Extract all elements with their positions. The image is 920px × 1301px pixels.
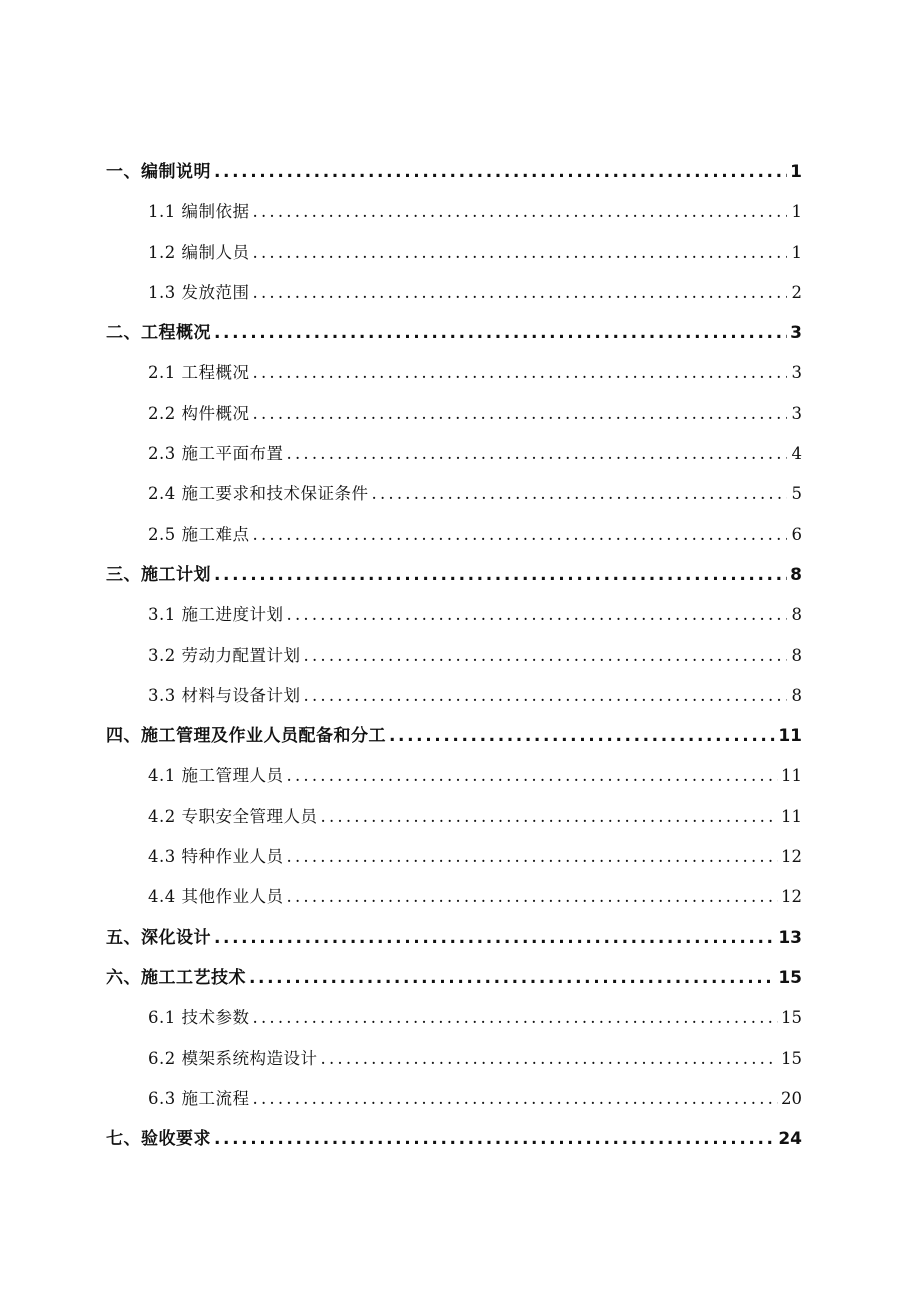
toc-entry-title: 2.4 施工要求和技术保证条件 xyxy=(148,484,369,504)
toc-entry-page: 1 xyxy=(791,242,802,262)
toc-entry-title: 五、深化设计 xyxy=(106,927,211,948)
toc-entry-page: 3 xyxy=(790,323,802,344)
toc-entry-page: 8 xyxy=(791,645,802,665)
toc-entry[interactable] xyxy=(106,837,802,877)
toc-leader-dots xyxy=(321,1039,779,1079)
toc-entry[interactable] xyxy=(106,958,802,998)
toc-leader-dots xyxy=(253,192,788,232)
toc-leader-dots xyxy=(253,515,788,555)
toc-entry-page: 12 xyxy=(781,847,802,867)
toc-entry-page: 1 xyxy=(790,162,802,182)
toc-entry[interactable] xyxy=(106,555,802,595)
toc-entry-page: 11 xyxy=(781,806,802,826)
toc-entry-title: 3.3 材料与设备计划 xyxy=(148,685,301,705)
toc-entry-title: 2.3 施工平面布置 xyxy=(148,444,284,464)
toc-entry-title: 四、施工管理及作业人员配备和分工 xyxy=(106,726,386,747)
toc-entry[interactable] xyxy=(106,998,802,1038)
toc-leader-dots xyxy=(214,313,787,353)
toc-entry-title: 1.2 编制人员 xyxy=(148,242,250,262)
toc-leader-dots xyxy=(304,636,788,676)
toc-leader-dots xyxy=(253,1079,779,1119)
toc-entry-title: 2.1 工程概况 xyxy=(148,363,250,383)
toc-entry-page: 15 xyxy=(778,967,802,988)
toc-entry-title: 6.3 施工流程 xyxy=(148,1088,250,1108)
toc-entry[interactable] xyxy=(106,595,802,635)
toc-entry[interactable] xyxy=(106,636,802,676)
toc-entry-title: 3.1 施工进度计划 xyxy=(148,605,284,625)
toc-entry-page: 8 xyxy=(791,685,802,705)
toc-entry[interactable] xyxy=(106,313,802,353)
toc-entry-title: 4.4 其他作业人员 xyxy=(148,887,284,907)
toc-entry-title: 4.2 专职安全管理人员 xyxy=(148,806,318,826)
toc-leader-dots xyxy=(287,877,779,917)
toc-leader-dots xyxy=(321,797,779,837)
toc-entry[interactable] xyxy=(106,474,802,514)
table-of-contents xyxy=(106,152,802,1159)
toc-leader-dots xyxy=(253,273,788,313)
toc-entry[interactable] xyxy=(106,1039,802,1079)
toc-entry[interactable] xyxy=(106,756,802,796)
toc-entry-title: 六、施工工艺技术 xyxy=(106,967,246,988)
toc-entry-page: 15 xyxy=(781,1008,802,1028)
toc-entry[interactable] xyxy=(106,797,802,837)
toc-leader-dots xyxy=(372,474,788,514)
toc-entry-title: 2.2 构件概况 xyxy=(148,403,250,423)
toc-entry[interactable] xyxy=(106,918,802,958)
toc-entry[interactable] xyxy=(106,716,802,756)
toc-entry-page: 20 xyxy=(781,1088,802,1108)
toc-entry-page: 13 xyxy=(778,927,802,948)
toc-entry-page: 5 xyxy=(791,484,802,504)
toc-entry-title: 三、施工计划 xyxy=(106,564,211,585)
toc-entry[interactable] xyxy=(106,394,802,434)
toc-entry-title: 2.5 施工难点 xyxy=(148,524,250,544)
toc-entry[interactable] xyxy=(106,192,802,232)
toc-entry-title: 6.1 技术参数 xyxy=(148,1008,250,1028)
toc-entry[interactable] xyxy=(106,233,802,273)
toc-entry[interactable] xyxy=(106,1079,802,1119)
toc-entry-title: 1.1 编制依据 xyxy=(148,202,250,222)
toc-leader-dots xyxy=(214,555,787,595)
toc-entry[interactable] xyxy=(106,877,802,917)
toc-leader-dots xyxy=(253,394,788,434)
toc-leader-dots xyxy=(214,152,787,192)
toc-entry-title: 3.2 劳动力配置计划 xyxy=(148,645,301,665)
toc-entry-title: 一、编制说明 xyxy=(106,162,211,182)
toc-leader-dots xyxy=(214,918,775,958)
toc-entry[interactable] xyxy=(106,273,802,313)
toc-entry-page: 3 xyxy=(791,403,802,423)
toc-entry-title: 4.3 特种作业人员 xyxy=(148,847,284,867)
toc-entry-title: 6.2 模架系统构造设计 xyxy=(148,1048,318,1068)
toc-entry[interactable] xyxy=(106,515,802,555)
toc-entry-page: 12 xyxy=(781,887,802,907)
toc-leader-dots xyxy=(214,1119,775,1159)
toc-leader-dots xyxy=(249,958,775,998)
toc-leader-dots xyxy=(253,353,788,393)
toc-leader-dots xyxy=(389,716,775,756)
toc-entry[interactable] xyxy=(106,353,802,393)
toc-entry-page: 3 xyxy=(791,363,802,383)
toc-entry-page: 8 xyxy=(790,564,802,585)
toc-entry-page: 2 xyxy=(791,282,802,302)
toc-entry[interactable] xyxy=(106,676,802,716)
toc-entry-page: 6 xyxy=(791,524,802,544)
toc-entry[interactable] xyxy=(106,152,802,192)
toc-entry-page: 8 xyxy=(791,605,802,625)
toc-leader-dots xyxy=(304,676,788,716)
toc-entry-page: 24 xyxy=(778,1129,802,1150)
toc-leader-dots xyxy=(253,998,779,1038)
toc-leader-dots xyxy=(287,595,788,635)
toc-entry-title: 二、工程概况 xyxy=(106,323,211,344)
toc-entry-title: 七、验收要求 xyxy=(106,1129,211,1150)
toc-entry[interactable] xyxy=(106,434,802,474)
toc-entry-title: 4.1 施工管理人员 xyxy=(148,766,284,786)
toc-leader-dots xyxy=(287,434,788,474)
toc-entry-page: 15 xyxy=(781,1048,802,1068)
toc-entry[interactable] xyxy=(106,1119,802,1159)
toc-entry-page: 4 xyxy=(791,444,802,464)
toc-entry-page: 11 xyxy=(778,726,802,747)
toc-leader-dots xyxy=(287,837,779,877)
toc-entry-page: 11 xyxy=(781,766,802,786)
toc-entry-title: 1.3 发放范围 xyxy=(148,282,250,302)
toc-leader-dots xyxy=(287,756,779,796)
toc-leader-dots xyxy=(253,233,788,273)
toc-entry-page: 1 xyxy=(791,202,802,222)
